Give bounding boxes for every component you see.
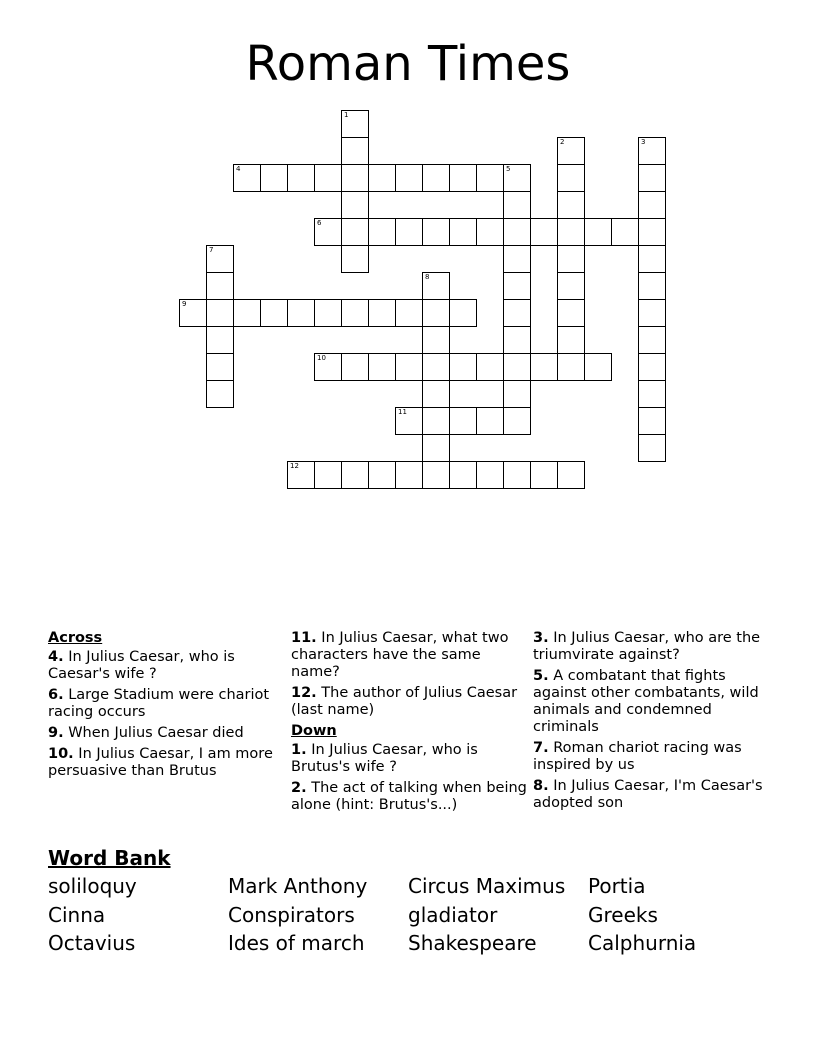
word-bank-item: Ides of march (228, 931, 365, 955)
grid-cell[interactable] (503, 380, 531, 408)
word-bank-item: gladiator (408, 902, 498, 927)
grid-cell[interactable] (206, 380, 234, 408)
grid-cell[interactable] (341, 353, 369, 381)
grid-cell[interactable] (287, 461, 315, 489)
grid-cell[interactable] (422, 407, 450, 435)
word-bank-item: Portia (588, 874, 646, 898)
grid-cell[interactable] (557, 218, 585, 246)
grid-cell[interactable] (422, 299, 450, 327)
grid-cell[interactable] (638, 218, 666, 246)
clue-across-10: 10. In Julius Caesar, I am more persuasive than Brutus (48, 746, 273, 779)
grid-cell[interactable] (638, 299, 666, 327)
word-bank-item: Octavius (48, 931, 136, 955)
clue-number: 1 (344, 111, 349, 119)
grid-cell[interactable] (638, 326, 666, 354)
grid-cell[interactable] (449, 218, 477, 246)
clue-down-7: 7. Roman chariot racing was inspired by us (533, 740, 742, 773)
grid-cell[interactable] (233, 299, 261, 327)
grid-cell[interactable] (449, 461, 477, 489)
grid-cell[interactable] (206, 272, 234, 300)
grid-cell[interactable] (260, 299, 288, 327)
grid-cell[interactable] (422, 380, 450, 408)
grid-cell[interactable] (503, 299, 531, 327)
grid-cell[interactable] (206, 299, 234, 327)
grid-cell[interactable] (638, 353, 666, 381)
grid-cell[interactable] (449, 299, 477, 327)
grid-cell[interactable] (422, 164, 450, 192)
grid-cell[interactable] (503, 164, 531, 192)
grid-cell[interactable] (422, 461, 450, 489)
word-bank-item: soliloquy (48, 874, 137, 898)
clue-down-3: 3. In Julius Caesar, who are the triumvirate against? (533, 630, 761, 663)
grid-cell[interactable] (314, 299, 342, 327)
grid-cell[interactable] (449, 407, 477, 435)
grid-cell[interactable] (503, 326, 531, 354)
grid-cell[interactable] (503, 461, 531, 489)
grid-cell[interactable] (638, 434, 666, 462)
clue-column-3 (533, 630, 771, 816)
puzzle-title: Roman Times (245, 36, 571, 92)
grid-cell[interactable] (368, 218, 396, 246)
grid-cell[interactable] (476, 218, 504, 246)
grid-cell[interactable] (314, 164, 342, 192)
grid-cell[interactable] (503, 407, 531, 435)
word-bank-item: Mark Anthony (228, 874, 368, 898)
clue-across-4: 4. In Julius Caesar, who is Caesar's wife ? (48, 649, 235, 682)
clue-number: 8 (425, 273, 430, 281)
grid-cell[interactable] (395, 353, 423, 381)
grid-cell[interactable] (395, 164, 423, 192)
grid-cell[interactable] (503, 245, 531, 273)
grid-cell[interactable] (395, 299, 423, 327)
grid-cell[interactable] (314, 461, 342, 489)
clue-across-11: 11. In Julius Caesar, what two characters have the same name? (291, 630, 509, 680)
grid-cell[interactable] (287, 299, 315, 327)
grid-cell[interactable] (314, 353, 342, 381)
grid-cell[interactable] (503, 218, 531, 246)
word-bank-item: Greeks (588, 902, 658, 927)
grid-cell[interactable] (638, 137, 666, 165)
grid-cell[interactable] (260, 164, 288, 192)
grid-cell[interactable] (476, 407, 504, 435)
grid-cell[interactable] (503, 272, 531, 300)
grid-cell[interactable] (557, 299, 585, 327)
grid-cell[interactable] (206, 326, 234, 354)
grid-cell[interactable] (395, 407, 423, 435)
grid-cell[interactable] (368, 353, 396, 381)
grid-cell[interactable] (368, 299, 396, 327)
clue-across-12: 12. The author of Julius Caesar (last name) (291, 685, 518, 718)
grid-cell[interactable] (611, 218, 639, 246)
clue-number: 4 (236, 165, 241, 173)
grid-cell[interactable] (557, 245, 585, 273)
grid-cell[interactable] (503, 353, 531, 381)
grid-cell[interactable] (395, 461, 423, 489)
grid-cell[interactable] (503, 191, 531, 219)
grid-cell[interactable] (557, 461, 585, 489)
clue-number: 7 (209, 246, 214, 254)
word-bank (48, 874, 768, 960)
grid-cell[interactable] (449, 353, 477, 381)
grid-cell[interactable] (341, 137, 369, 165)
word-bank-item: Calphurnia (588, 931, 697, 955)
clue-down-1: 1. In Julius Caesar, who is Brutus's wife ? (291, 742, 478, 775)
grid-cell[interactable] (287, 164, 315, 192)
grid-cell[interactable] (449, 164, 477, 192)
grid-cell[interactable] (638, 245, 666, 273)
grid-cell[interactable] (341, 164, 369, 192)
crossword-grid[interactable] (0, 0, 816, 520)
clue-number: 6 (317, 219, 322, 227)
grid-cell[interactable] (557, 272, 585, 300)
grid-cell[interactable] (179, 299, 207, 327)
grid-cell[interactable] (395, 218, 423, 246)
clue-column-2 (291, 630, 529, 818)
clue-number: 11 (398, 408, 407, 416)
grid-cell[interactable] (476, 461, 504, 489)
grid-cell[interactable] (530, 461, 558, 489)
grid-cell[interactable] (314, 218, 342, 246)
clue-number: 5 (506, 165, 511, 173)
word-bank-item: Circus Maximus (408, 874, 566, 898)
grid-cell[interactable] (638, 164, 666, 192)
grid-cell[interactable] (341, 218, 369, 246)
grid-cell[interactable] (341, 191, 369, 219)
grid-cell[interactable] (638, 380, 666, 408)
clue-down-5: 5. A combatant that fights against other combatants, wild animals and condemned criminals (533, 668, 759, 735)
grid-cell[interactable] (422, 326, 450, 354)
clue-number: 12 (290, 462, 299, 470)
grid-cell[interactable] (341, 110, 369, 138)
grid-cell[interactable] (557, 353, 585, 381)
grid-cell[interactable] (233, 164, 261, 192)
grid-cell[interactable] (638, 272, 666, 300)
word-bank-item: Conspirators (228, 902, 355, 927)
clue-across-9: 9. When Julius Caesar died (48, 725, 244, 741)
clue-across-6: 6. Large Stadium were chariot racing occurs (48, 687, 270, 720)
down-heading: Down (291, 723, 337, 739)
word-bank-item: Shakespeare (408, 931, 537, 955)
grid-cell[interactable] (638, 407, 666, 435)
clue-column-1 (48, 630, 286, 784)
grid-cell[interactable] (557, 191, 585, 219)
grid-cell[interactable] (530, 353, 558, 381)
grid-cell[interactable] (584, 218, 612, 246)
clue-number: 3 (641, 138, 646, 146)
grid-cell[interactable] (638, 191, 666, 219)
word-bank-heading: Word Bank (48, 846, 171, 870)
grid-cell[interactable] (341, 461, 369, 489)
grid-cell[interactable] (530, 218, 558, 246)
grid-cell[interactable] (557, 326, 585, 354)
grid-cell[interactable] (557, 164, 585, 192)
clue-number: 2 (560, 138, 565, 146)
grid-cell[interactable] (206, 353, 234, 381)
grid-cell[interactable] (368, 164, 396, 192)
grid-cell[interactable] (341, 299, 369, 327)
clue-number: 10 (317, 354, 326, 362)
clue-down-8: 8. In Julius Caesar, I'm Caesar's adopted son (533, 778, 763, 811)
grid-cell[interactable] (341, 245, 369, 273)
grid-cell[interactable] (422, 353, 450, 381)
grid-cell[interactable] (476, 353, 504, 381)
grid-cell[interactable] (422, 218, 450, 246)
grid-cell[interactable] (422, 272, 450, 300)
clue-number: 9 (182, 300, 187, 308)
grid-cell[interactable] (584, 353, 612, 381)
grid-cell[interactable] (368, 461, 396, 489)
grid-cell[interactable] (422, 434, 450, 462)
grid-cell[interactable] (557, 137, 585, 165)
clue-down-2: 2. The act of talking when being alone (hint: Brutus's...) (291, 780, 527, 813)
grid-cell[interactable] (206, 245, 234, 273)
grid-cell[interactable] (476, 164, 504, 192)
across-heading: Across (48, 630, 103, 646)
word-bank-item: Cinna (48, 902, 106, 927)
